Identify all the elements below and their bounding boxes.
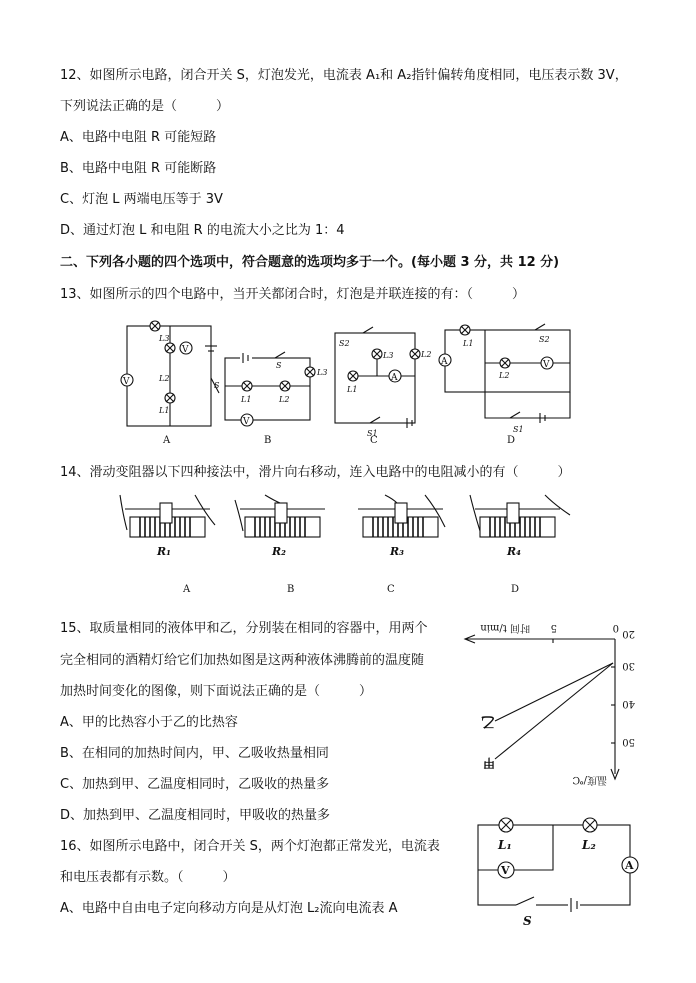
q15-option-c: C、加热到甲、乙温度相同时，乙吸收的热量多 [60, 777, 330, 792]
circuit-b-label: B [264, 435, 272, 446]
circuit-a [121, 321, 220, 446]
svg-text:L1: L1 [159, 406, 170, 415]
svg-text:L2: L2 [421, 350, 432, 359]
rheostat-d-label: D [511, 584, 520, 595]
graph-series-yi: 乙 [481, 713, 495, 729]
graph-x-axis-label: 时间 t/min [480, 622, 530, 633]
rheostat-b-resistor: R₂ [272, 545, 286, 558]
svg-text:S: S [276, 361, 282, 370]
graph-y-tick-20: 20 [622, 628, 635, 639]
graph-y-axis-label: 温度/℃ [572, 774, 607, 785]
q16-switch-label: S [523, 914, 532, 928]
q16-voltmeter-label: V [501, 864, 510, 877]
svg-text:A: A [391, 373, 398, 383]
svg-text:S1: S1 [513, 425, 524, 434]
svg-text:L3: L3 [159, 334, 170, 343]
q16-stem-line2: 和电压表都有示数。（ ） [60, 870, 236, 885]
q15-temperature-graph [455, 615, 645, 790]
rheostat-d-resistor: R₄ [507, 545, 521, 558]
svg-text:V: V [182, 345, 189, 355]
graph-y-tick-40: 40 [622, 698, 635, 709]
rheostat-a-resistor: R₁ [157, 545, 171, 558]
q15-option-a: A、甲的比热容小于乙的比热容 [60, 715, 238, 730]
svg-text:S: S [214, 381, 220, 390]
svg-text:L3: L3 [317, 368, 328, 377]
svg-text:S2: S2 [539, 335, 550, 344]
svg-text:S2: S2 [339, 339, 350, 348]
graph-y-tick-30: 30 [622, 660, 635, 671]
svg-text:L2: L2 [159, 374, 170, 383]
circuit-d-label: D [507, 435, 516, 446]
graph-x-tick-5: 5 [550, 622, 557, 633]
svg-text:S1: S1 [367, 429, 378, 438]
circuit-a-label: A [163, 435, 171, 446]
section2-heading: 二、下列各小题的四个选项中，符合题意的选项均多于一个。(每小题 3 分，共 12 分) [60, 255, 560, 270]
q15-stem-line3: 加热时间变化的图像，则下面说法正确的是（ ） [60, 684, 373, 699]
rheostat-c-resistor: R₃ [390, 545, 404, 558]
q12-option-a: A、电路中电阻 R 可能短路 [60, 130, 217, 145]
svg-text:L2: L2 [279, 395, 290, 404]
q16-circuit-figure [468, 815, 648, 930]
q16-option-a: A、电路中自由电子定向移动方向是从灯泡 L₂流向电流表 A [60, 901, 398, 916]
rheostat-c [358, 495, 445, 595]
circuit-d [439, 324, 570, 446]
graph-series-jia: 甲 [482, 756, 495, 770]
q16-lamp2-label: L₂ [582, 838, 596, 852]
q15-option-d: D、加热到甲、乙温度相同时，甲吸收的热量多 [60, 808, 331, 823]
q15-option-b: B、在相同的加热时间内，甲、乙吸收热量相同 [60, 746, 329, 761]
graph-y-tick-50: 50 [622, 736, 635, 747]
svg-text:A: A [441, 357, 448, 367]
q16-ammeter-label: A [625, 859, 634, 872]
q12-stem-line2: 下列说法正确的是（ ） [60, 99, 230, 114]
svg-text:L1: L1 [463, 339, 474, 348]
q12-option-b: B、电路中电阻 R 可能断路 [60, 161, 217, 176]
q13-circuits-figure [115, 318, 575, 448]
circuit-c-label: C [370, 435, 378, 446]
svg-text:V: V [243, 417, 250, 427]
svg-text:L2: L2 [499, 371, 510, 380]
rheostat-b [235, 495, 325, 595]
circuit-c [335, 327, 431, 446]
svg-text:V: V [543, 360, 550, 370]
svg-text:L1: L1 [347, 385, 358, 394]
q12-stem-line1: 12、如图所示电路，闭合开关 S，灯泡发光，电流表 A₁和 A₂指针偏转角度相同，电压表示数 3V， [60, 68, 628, 83]
q12-option-c: C、灯泡 L 两端电压等于 3V [60, 192, 223, 207]
q16-lamp1-label: L₁ [498, 838, 512, 852]
rheostat-a [120, 495, 215, 595]
q12-option-d: D、通过灯泡 L 和电阻 R 的电流大小之比为 1：4 [60, 223, 345, 238]
rheostat-c-label: C [387, 584, 395, 595]
q15-stem-line2: 完全相同的酒精灯给它们加热如图是这两种液体沸腾前的温度随 [60, 653, 425, 668]
svg-text:L1: L1 [241, 395, 252, 404]
circuit-b [225, 352, 327, 446]
svg-text:V: V [123, 377, 130, 387]
q15-stem-line1: 15、取质量相同的液体甲和乙，分别装在相同的容器中，用两个 [60, 621, 428, 636]
rheostat-b-label: B [287, 584, 295, 595]
q14-stem: 14、滑动变阻器以下四种接法中，滑片向右移动，连入电路中的电阻减小的有（ ） [60, 465, 571, 480]
rheostat-a-label: A [183, 584, 191, 595]
q16-stem-line1: 16、如图所示电路中，闭合开关 S，两个灯泡都正常发光，电流表 [60, 839, 440, 854]
rheostat-d [470, 495, 570, 595]
q13-stem: 13、如图所示的四个电路中，当开关都闭合时，灯泡是并联连接的有：（ ） [60, 287, 526, 302]
q14-rheostats-figure [115, 495, 585, 600]
svg-text:L3: L3 [383, 351, 394, 360]
graph-x-tick-0: 0 [612, 622, 619, 633]
